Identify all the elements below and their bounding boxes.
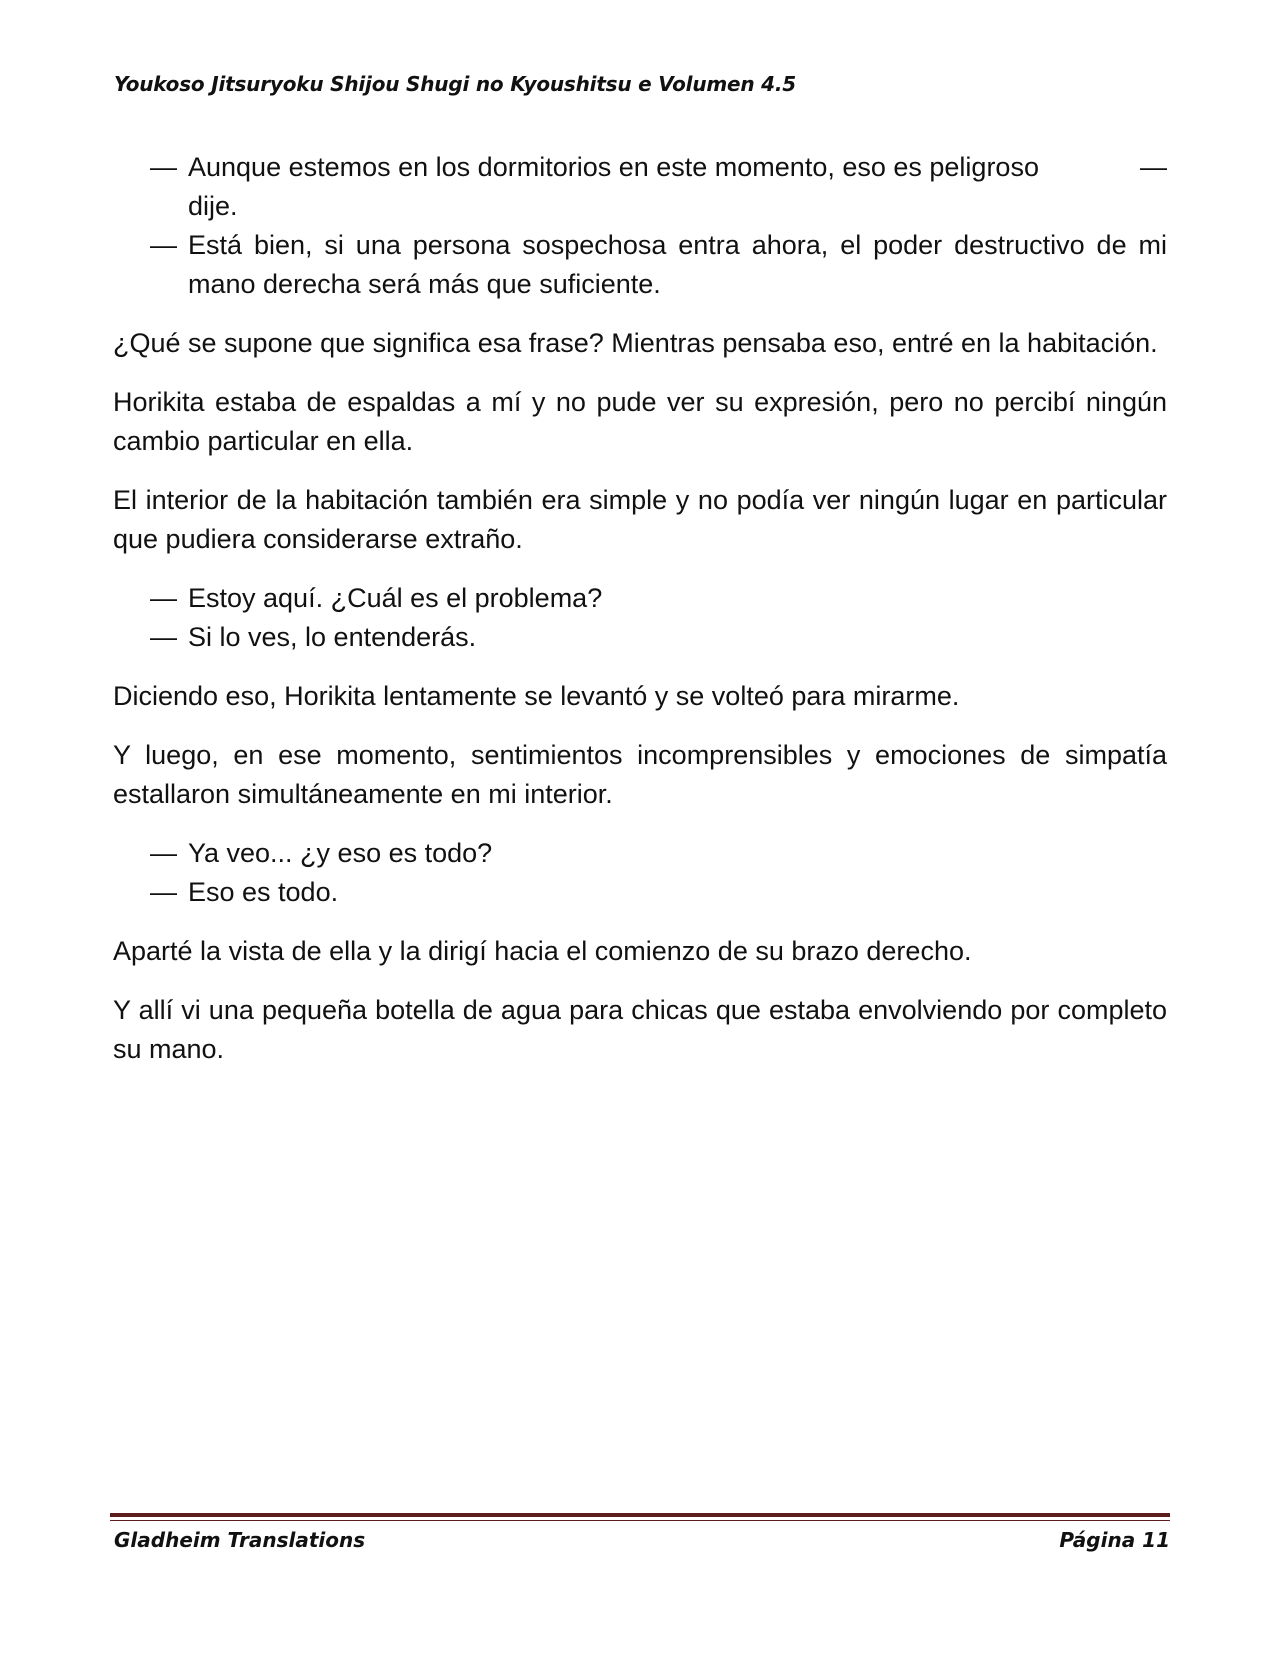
footer-publisher: Gladheim Translations xyxy=(114,1528,366,1552)
paragraph: ¿Qué se supone que significa esa frase? Mientras pensaba eso, entré en la habitación. xyxy=(113,328,1158,358)
footer-rule xyxy=(110,1513,1170,1517)
dialogue-text-main: Aunque estemos en los dormitorios en este momento, eso es peligroso xyxy=(188,152,1039,182)
dialogue-text xyxy=(188,148,1167,226)
dialogue-line xyxy=(150,226,1167,304)
dialogue-line xyxy=(150,148,1167,226)
dialogue-block xyxy=(150,834,1167,912)
dialogue-line xyxy=(150,579,1167,618)
paragraph: El interior de la habitación también era simple y no podía ver ningún lugar en particular que pudiera considerarse extraño. xyxy=(113,485,1167,554)
dialogue-line xyxy=(150,834,1167,873)
dialogue-block xyxy=(150,148,1167,304)
dialogue-dash: — xyxy=(150,230,177,260)
page-number: Página 11 xyxy=(1059,1528,1170,1552)
dialogue-text: Eso es todo. xyxy=(188,877,339,907)
page-body xyxy=(113,148,1167,1089)
footer-rule-thin xyxy=(110,1520,1170,1521)
dialogue-dash: — xyxy=(150,622,177,652)
paragraph: Horikita estaba de espaldas a mí y no pude ver su expresión, pero no percibí ningún cambio particular en ella. xyxy=(113,387,1167,456)
dialogue-dash: — xyxy=(150,877,177,907)
dialogue-text: Si lo ves, lo entenderás. xyxy=(188,622,477,652)
dialogue-dash: — xyxy=(150,152,177,182)
paragraph: Y luego, en ese momento, sentimientos incomprensibles y emociones de simpatía estallaron simultáneamente en mi interior. xyxy=(113,740,1167,809)
dialogue-block xyxy=(150,579,1167,657)
paragraph: Y allí vi una pequeña botella de agua para chicas que estaba envolviendo por completo su mano. xyxy=(113,995,1167,1064)
dialogue-text: Está bien, si una persona sospechosa entra ahora, el poder destructivo de mi mano derecha será más que suficiente. xyxy=(188,230,1167,299)
paragraph: Diciendo eso, Horikita lentamente se levantó y se volteó para mirarme. xyxy=(113,681,960,711)
dialogue-line xyxy=(150,873,1167,912)
dialogue-line xyxy=(150,618,1167,657)
dialogue-text-continuation: dije. xyxy=(188,191,238,221)
running-header: Youkoso Jitsuryoku Shijou Shugi no Kyoushitsu e Volumen 4.5 xyxy=(114,72,796,96)
dialogue-text: Estoy aquí. ¿Cuál es el problema? xyxy=(188,583,603,613)
dialogue-text: Ya veo... ¿y eso es todo? xyxy=(188,838,493,868)
dialogue-dash: — xyxy=(150,838,177,868)
dialogue-trailing-dash: — xyxy=(1140,152,1167,182)
paragraph: Aparté la vista de ella y la dirigí hacia el comienzo de su brazo derecho. xyxy=(113,936,972,966)
dialogue-dash: — xyxy=(150,583,177,613)
